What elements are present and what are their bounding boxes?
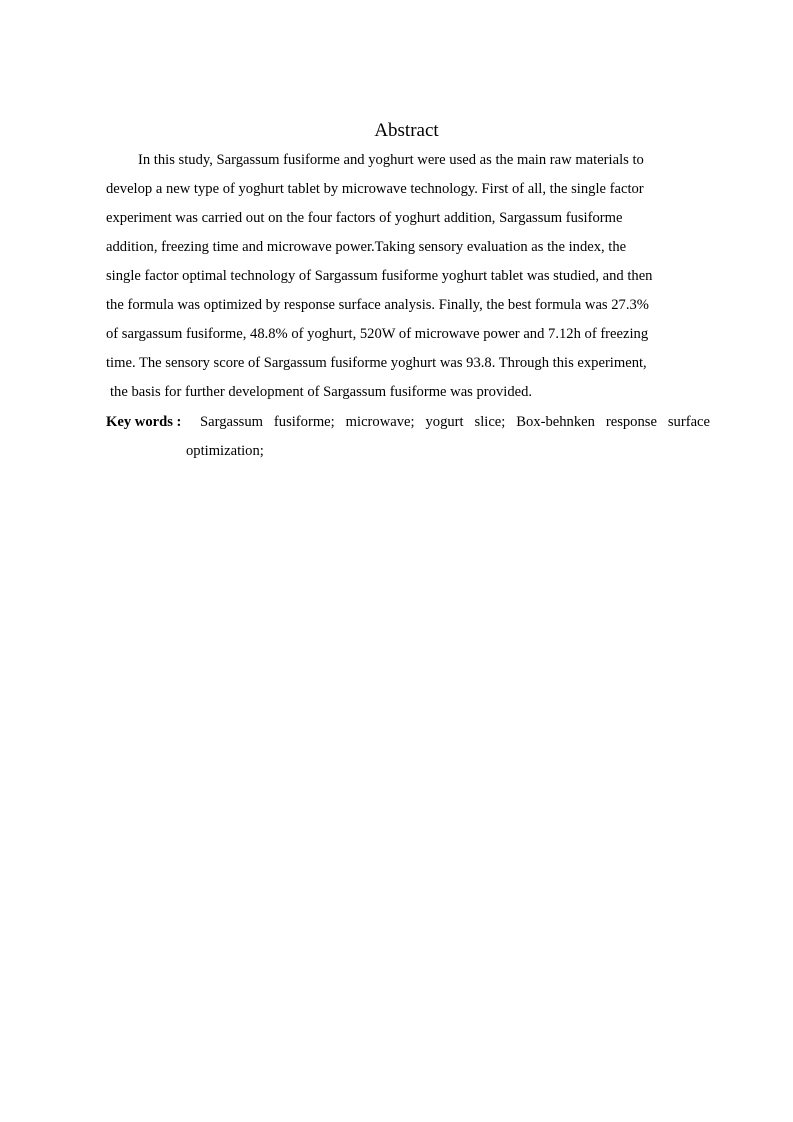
abstract-line: time. The sensory score of Sargassum fusiforme yoghurt was 93.8. Through this experiment, — [106, 355, 647, 371]
keywords-label: Key words : — [106, 414, 182, 430]
abstract-line: develop a new type of yoghurt tablet by microwave technology. First of all, the single factor — [106, 181, 644, 197]
keywords-text: Sargassum fusiforme; microwave; yogurt slice; Box-behnken response surface — [200, 414, 710, 430]
abstract-title: Abstract — [374, 120, 439, 141]
abstract-line: of sargassum fusiforme, 48.8% of yoghurt, 520W of microwave power and 7.12h of freezing — [106, 326, 649, 342]
abstract-line: the basis for further development of Sargassum fusiforme was provided. — [110, 384, 533, 400]
abstract-line: single factor optimal technology of Sargassum fusiforme yoghurt tablet was studied, and then — [106, 268, 653, 284]
abstract-line: addition, freezing time and microwave power.Taking sensory evaluation as the index, the — [106, 239, 627, 255]
abstract-line: experiment was carried out on the four factors of yoghurt addition, Sargassum fusiforme — [106, 210, 623, 226]
abstract-line: In this study, Sargassum fusiforme and yoghurt were used as the main raw materials to — [138, 152, 644, 168]
abstract-line: the formula was optimized by response surface analysis. Finally, the best formula was 27.3% — [106, 297, 649, 313]
keywords-continuation: optimization; — [186, 443, 264, 459]
